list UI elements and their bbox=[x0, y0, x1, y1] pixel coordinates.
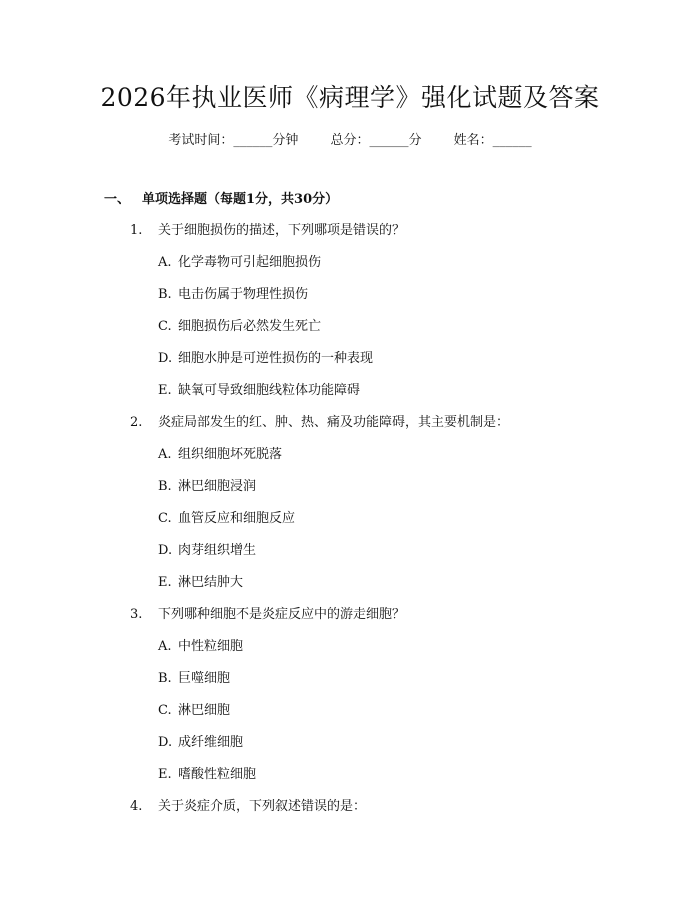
option-text: 淋巴细胞浸润 bbox=[178, 479, 257, 494]
exam-time-blank: ______ bbox=[233, 133, 273, 148]
option-letter: C. bbox=[158, 511, 172, 526]
name-blank: ______ bbox=[492, 133, 532, 148]
option-text: 细胞水肿是可逆性损伤的一种表现 bbox=[178, 351, 374, 366]
question-number: 4. bbox=[130, 799, 143, 814]
total-score-label: 总分： bbox=[330, 133, 370, 148]
question-stem: 下列哪种细胞不是炎症反应中的游走细胞？ bbox=[158, 607, 406, 622]
q2-option-c bbox=[158, 510, 295, 528]
q2-option-e bbox=[158, 574, 243, 592]
question-4 bbox=[130, 798, 366, 816]
option-text: 组织细胞坏死脱落 bbox=[178, 447, 283, 462]
option-letter: C. bbox=[158, 319, 172, 334]
question-stem: 炎症局部发生的红、肿、热、痛及功能障碍，其主要机制是： bbox=[158, 415, 510, 430]
option-text: 化学毒物可引起细胞损伤 bbox=[178, 255, 322, 270]
q1-option-d bbox=[158, 350, 373, 368]
option-text: 中性粒细胞 bbox=[178, 639, 244, 654]
q2-option-b bbox=[158, 478, 256, 496]
q3-option-a bbox=[158, 638, 243, 656]
total-score-unit: 分 bbox=[408, 133, 422, 148]
q3-option-e bbox=[158, 766, 256, 784]
option-letter: D. bbox=[158, 543, 173, 558]
exam-time-field bbox=[168, 132, 298, 150]
question-number: 3. bbox=[130, 607, 143, 622]
option-text: 细胞损伤后必然发生死亡 bbox=[178, 319, 322, 334]
name-field bbox=[454, 132, 532, 150]
option-letter: A. bbox=[158, 639, 172, 654]
section-heading bbox=[104, 191, 338, 209]
option-text: 肉芽组织增生 bbox=[178, 543, 257, 558]
option-letter: B. bbox=[158, 287, 172, 302]
option-text: 血管反应和细胞反应 bbox=[178, 511, 296, 526]
option-text: 成纤维细胞 bbox=[178, 735, 244, 750]
q2-option-d bbox=[158, 542, 256, 560]
name-label: 姓名： bbox=[453, 133, 493, 148]
total-score-blank: ______ bbox=[369, 133, 409, 148]
q3-option-c bbox=[158, 702, 230, 720]
option-letter: E. bbox=[158, 575, 172, 590]
question-number: 1. bbox=[130, 223, 143, 238]
option-text: 缺氧可导致细胞线粒体功能障碍 bbox=[178, 383, 361, 398]
option-letter: E. bbox=[158, 383, 172, 398]
q1-option-e bbox=[158, 382, 360, 400]
section-number: 一、 bbox=[104, 192, 131, 207]
question-stem: 关于细胞损伤的描述，下列哪项是错误的？ bbox=[158, 223, 406, 238]
total-score-field bbox=[330, 132, 421, 150]
option-letter: B. bbox=[158, 671, 172, 686]
option-letter: D. bbox=[158, 351, 173, 366]
option-letter: A. bbox=[158, 447, 172, 462]
q1-option-a bbox=[158, 254, 321, 272]
page-title: 2026年执业医师《病理学》强化试题及答案 bbox=[100, 83, 600, 112]
option-text: 巨噬细胞 bbox=[178, 671, 231, 686]
exam-meta bbox=[0, 132, 700, 150]
option-text: 淋巴细胞 bbox=[178, 703, 231, 718]
question-stem: 关于炎症介质，下列叙述错误的是： bbox=[158, 799, 367, 814]
option-text: 嗜酸性粒细胞 bbox=[178, 767, 257, 782]
q2-option-a bbox=[158, 446, 282, 464]
option-text: 淋巴结肿大 bbox=[178, 575, 244, 590]
exam-time-unit: 分钟 bbox=[272, 133, 299, 148]
q3-option-b bbox=[158, 670, 230, 688]
q3-option-d bbox=[158, 734, 243, 752]
option-text: 电击伤属于物理性损伤 bbox=[178, 287, 309, 302]
question-number: 2. bbox=[130, 415, 143, 430]
question-3 bbox=[130, 606, 405, 624]
option-letter: C. bbox=[158, 703, 172, 718]
q1-option-c bbox=[158, 318, 321, 336]
exam-time-label: 考试时间： bbox=[168, 133, 234, 148]
option-letter: B. bbox=[158, 479, 172, 494]
section-title: 单项选择题（每题1分，共30分） bbox=[142, 192, 339, 207]
option-letter: E. bbox=[158, 767, 172, 782]
option-letter: D. bbox=[158, 735, 173, 750]
option-letter: A. bbox=[158, 255, 172, 270]
question-2 bbox=[130, 414, 509, 432]
q1-option-b bbox=[158, 286, 308, 304]
question-1 bbox=[130, 222, 405, 240]
